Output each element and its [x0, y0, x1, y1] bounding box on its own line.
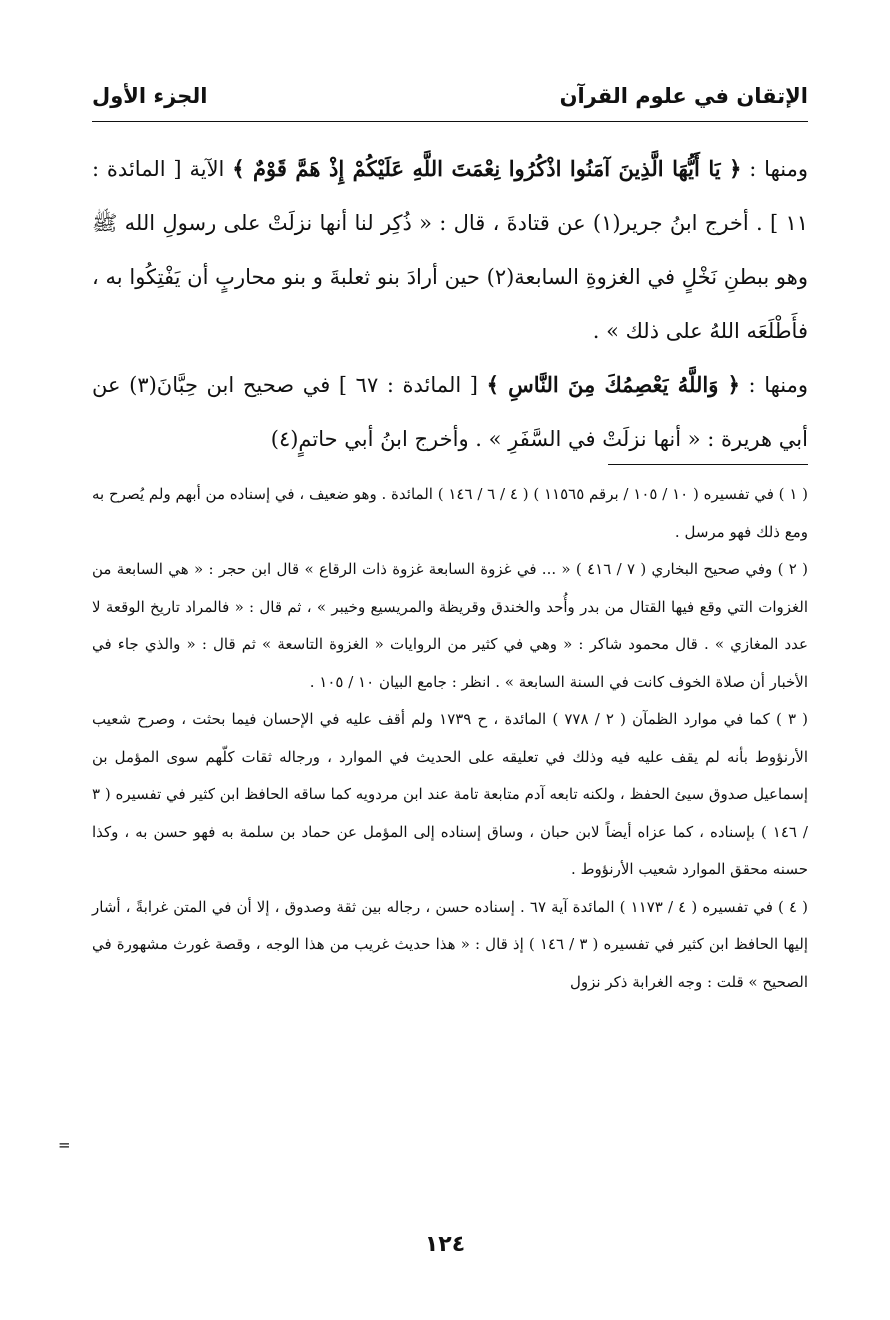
- footnote-1: [92, 476, 808, 551]
- volume-label: الجزء الأول: [92, 84, 208, 108]
- paragraph-body: [ المائدة : ٦٧ ] في صحيح ابن حِبَّانَ(٣) عن أبي هريرة : « أنها نزلَتْ في السَّفَرِ » . وأخرج ابنُ أبي حاتمٍ(٤): [92, 373, 808, 451]
- footnote-text: في تفسيره ( ٤ / ١١٧٣ ) المائدة آية ٦٧ . إسناده حسن ، رجاله بين ثقة وصدوق ، إلا أن في المتن غرابةً ، أشار إليها الحافظ ابن كثير في تفسيره ( ٣ / ١٤٦ ) إذ قال : « هذا حديث غريب من هذا الوجه ، وقصة غورث مشهورة في الصحيح » قلت : وجه الغرابة ذكر نزول: [92, 897, 809, 991]
- footnote-4: [92, 889, 808, 1002]
- footnote-marker: ( ١ ): [778, 485, 809, 503]
- main-text: [92, 142, 808, 466]
- quran-verse: ﴿ وَاللَّهُ يَعْصِمُكَ مِنَ النَّاسِ ﴾: [486, 372, 740, 397]
- footnote-3: [92, 701, 808, 889]
- footnote-marker: ( ٢ ): [777, 560, 809, 578]
- footnotes: [92, 476, 808, 1001]
- footnote-marker: ( ٣ ): [775, 710, 808, 728]
- paragraph-prefix: ومنها :: [741, 157, 808, 181]
- footnote-text: وفي صحيح البخاري ( ٧ / ٤١٦ ) « ... في غزوة السابعة غزوة ذات الرقاع » قال ابن حجر : « هي السابعة من الغزوات التي وقع فيها القتال من بدر وأُحد والخندق وقريظة والمريسيع وخيبر » ، ثم قال : « فالمراد تاريخ الوقعة لا عدد المغازي » . قال محمود شاكر : « وهي في كثير من الروايات « الغزوة التاسعة » ثم قال : « والذي جاء في الأخبار أن صلاة الخوف كانت في السنة السابعة » . انظر : جامع البيان ١٠ / ١٠٥ .: [92, 560, 808, 691]
- main-paragraph-1: [92, 142, 808, 358]
- header-rule: [92, 121, 808, 122]
- paragraph-body: الآية [ المائدة : ١١ ] . أخرج ابنُ جرير(١) عن قتادةَ ، قال : « ذُكِر لنا أنها نزلَتْ على رسولِ الله ﷺ وهو ببطنِ نَخْلٍ في الغزوةِ السابعة(٢) حين أرادَ بنو ثعلبةَ و بنو محاربٍ أن يَفْتِكُوا به ، فأَطْلَعَه اللهُ على ذلك » .: [92, 157, 809, 343]
- paragraph-prefix: ومنها :: [739, 373, 809, 397]
- footnote-2: [92, 551, 808, 701]
- footnote-marker: ( ٤ ): [778, 897, 809, 916]
- page-number: ١٢٤: [424, 1232, 466, 1257]
- footnote-text: في تفسيره ( ١٠ / ١٠٥ / برقم ١١٥٦٥ ) ( ٤ / ٦ / ١٤٦ ) المائدة . وهو ضعيف ، في إسناده من أبهم ولم يُصرح به ومع ذلك فهو مرسل .: [92, 485, 808, 541]
- footnote-text: كما في موارد الظمآن ( ٢ / ٧٧٨ ) المائدة ، ح ١٧٣٩ ولم أقف عليه في الإحسان فيما بحثت ، وصرح شعيب الأرنؤوط بأنه لم يقف عليه فيه وذلك في تعليقه على الحديث في الموارد ، ورجاله ثقات كلّهم سوى المؤمل بن إسماعيل صدوق سيئ الحفظ ، ولكنه تابعه آدم متابعة تامة عند ابن مردويه كما ساقه الحافظ ابن كثير في تفسيره ( ٣ / ١٤٦ ) بإسناده ، كما عزاه أيضاً لابن حبان ، وساق إسناده إلى المؤمل عن حماد بن سلمة به فهو حسن به ، وكذا حسنه محقق الموارد شعيب الأرنؤوط .: [92, 710, 808, 878]
- quran-verse: ﴿ يَا أَيُّهَا الَّذِينَ آمَنُوا اذْكُرُوا نِعْمَتَ اللَّهِ عَلَيْكُمْ إِذْ هَمَّ قَوْمٌ ﴾: [232, 156, 742, 181]
- book-title: الإتقان في علوم القرآن: [559, 84, 808, 108]
- footnote-separator: [608, 464, 808, 465]
- continuation-mark: =: [58, 1136, 71, 1154]
- main-paragraph-2: [92, 358, 808, 466]
- running-header: [92, 76, 808, 116]
